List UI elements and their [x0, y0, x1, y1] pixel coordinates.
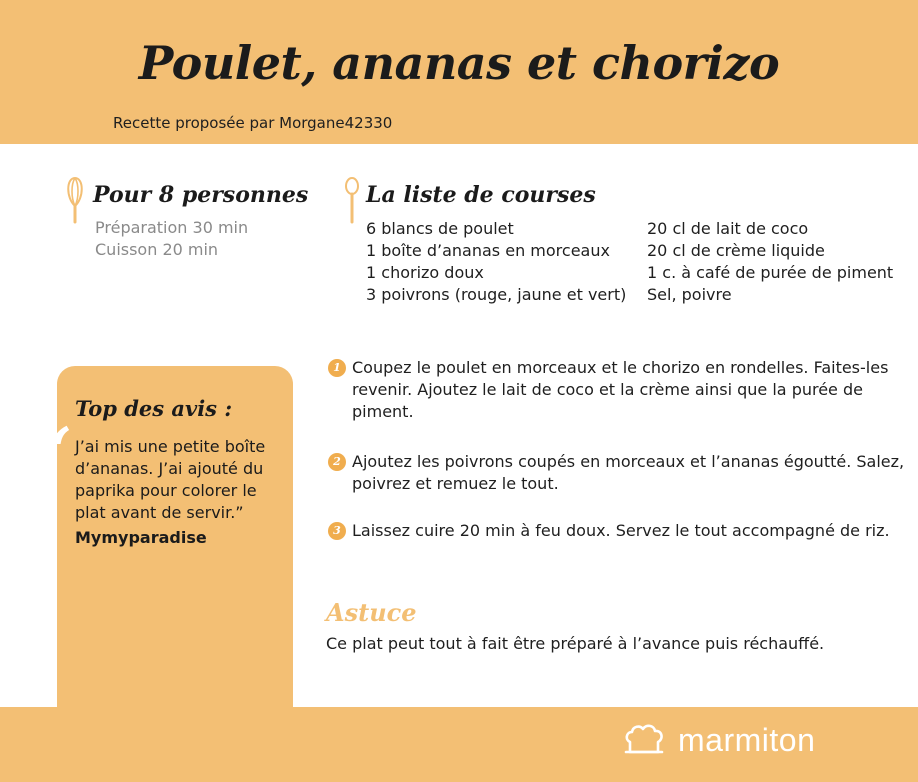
preparation-time: Préparation 30 min — [95, 218, 249, 237]
chef-hat-icon — [624, 722, 666, 758]
review-author: Mymyparadise — [75, 528, 207, 547]
ingredient-item: Sel, poivre — [647, 285, 732, 304]
ingredient-item: 6 blancs de poulet — [366, 219, 514, 238]
prep-times — [95, 217, 248, 261]
step-text: Coupez le poulet en morceaux et le chorizo en rondelles. Faites-les revenir. Ajoutez le lait de coco et la crème ainsi que la purée de piment. — [352, 358, 889, 421]
review-panel — [35, 366, 293, 707]
ingredient-item: 3 poivrons (rouge, jaune et vert) — [366, 285, 627, 304]
recipe-author: Recette proposée par Morgane42330 — [113, 114, 393, 132]
shopping-list-title: La liste de courses — [366, 182, 596, 208]
step-number-badge: 3 — [328, 522, 346, 540]
ingredient-item: 1 boîte d’ananas en morceaux — [366, 241, 610, 260]
cooking-time: Cuisson 20 min — [95, 240, 219, 259]
step-number-badge: 2 — [328, 453, 346, 471]
brand-logo-text: marmiton — [678, 722, 816, 758]
spoon-icon — [343, 176, 361, 224]
review-title: Top des avis : — [75, 396, 233, 421]
quote-mark: “ — [35, 414, 72, 489]
recipe-title: Poulet, ananas et chorizo — [138, 36, 780, 90]
ingredient-item: 20 cl de crème liquide — [647, 241, 825, 260]
ingredient-item: 1 chorizo doux — [366, 263, 484, 282]
step-text: Ajoutez les poivrons coupés en morceaux et l’ananas égoutté. Salez, poivrez et remuez le tout. — [352, 452, 905, 493]
whisk-icon — [64, 176, 86, 224]
ingredients-column-2 — [647, 218, 893, 306]
servings-title: Pour 8 personnes — [93, 182, 309, 208]
ingredients-column-1 — [366, 218, 626, 306]
step-number-badge: 1 — [328, 359, 346, 377]
ingredient-item: 20 cl de lait de coco — [647, 219, 809, 238]
step-text: Laissez cuire 20 min à feu doux. Servez le tout accompagné de riz. — [352, 521, 890, 540]
ingredient-item: 1 c. à café de purée de piment — [647, 263, 894, 282]
tip-text: Ce plat peut tout à fait être préparé à l’avance puis réchauffé. — [326, 634, 825, 653]
review-text: J’ai mis une petite boîte d’ananas. J’ai ajouté du paprika pour colorer le plat avant de servir.” — [75, 437, 266, 522]
tip-title: Astuce — [326, 598, 417, 627]
